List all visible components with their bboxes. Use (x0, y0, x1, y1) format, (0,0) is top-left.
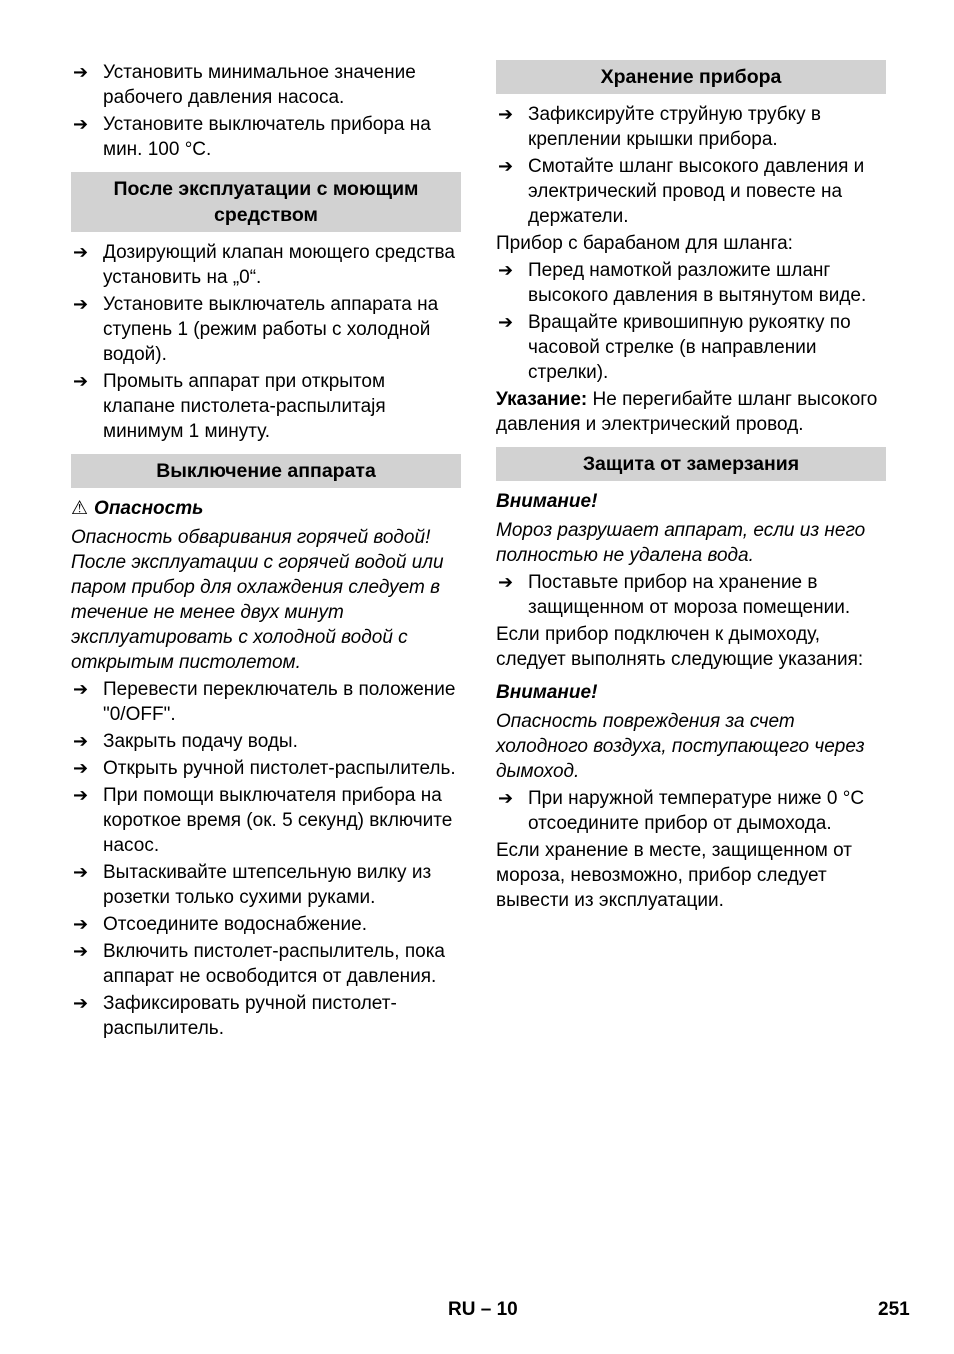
list-item: ➔ Перед намоткой разложите шланг высокого давления в вытянутом виде. (498, 260, 867, 306)
left-column (71, 60, 461, 1043)
warning-triangle-icon: ⚠ (71, 497, 89, 519)
list-item: ➔ Установите выключатель прибора на мин. 100 °C. (73, 114, 431, 160)
shutdown-bullet-list (71, 677, 461, 1041)
drum-bullet-list (496, 258, 886, 385)
arrow-right-icon: ➔ (73, 731, 89, 752)
chimney-text: Если прибор подключен к дымоходу, следует выполнять следующие указания: (496, 624, 864, 670)
list-item: ➔ Перевести переключатель в положение "0/OFF". (73, 679, 456, 725)
attention-title: Внимание! (496, 491, 598, 512)
arrow-right-icon: ➔ (73, 294, 89, 315)
attention-text: Мороз разрушает аппарат, если из него полностью не удалена вода. (496, 520, 866, 566)
list-item: ➔ Закрыть подачу воды. (73, 731, 298, 752)
section-heading-frost-protection: Защита от замерзания (496, 447, 886, 481)
note-label: Указание: (496, 389, 588, 410)
list-item: ➔ Смотайте шланг высокого давления и электрический провод и повесте на держатели. (498, 156, 865, 227)
list-item: ➔ Вытаскивайте штепсельную вилку из розетки только сухими руками. (73, 862, 432, 908)
arrow-right-icon: ➔ (498, 788, 514, 809)
list-item: ➔ При помощи выключателя прибора на короткое время (ок. 5 секунд) включите насос. (73, 785, 453, 856)
list-item: ➔ Установите выключатель аппарата на ступень 1 (режим работы с холодной водой). (73, 294, 439, 365)
arrow-right-icon: ➔ (498, 260, 514, 281)
footer-language-code: RU – 10 (448, 1299, 518, 1320)
frost-bullet-list (496, 570, 886, 620)
final-text: Если хранение в месте, защищенном от мороза, невозможно, прибор следует вывести из эксплуатации. (496, 840, 852, 911)
section-heading-shutdown: Выключение аппарата (71, 454, 461, 488)
storage-note: Указание: Не перегибайте шланг высокого давления и электрический провод. (496, 389, 878, 435)
intro-bullet-list (71, 60, 461, 162)
drum-text: Прибор с барабаном для шланга: (496, 233, 793, 254)
arrow-right-icon: ➔ (73, 371, 89, 392)
list-item: ➔ При наружной температуре ниже 0 °C отсоедините прибор от дымохода. (498, 788, 865, 834)
arrow-right-icon: ➔ (498, 156, 514, 177)
list-item: ➔ Отсоедините водоснабжение. (73, 914, 367, 935)
arrow-right-icon: ➔ (73, 941, 89, 962)
arrow-right-icon: ➔ (498, 312, 514, 333)
arrow-right-icon: ➔ (498, 104, 514, 125)
attention-title: Внимание! (496, 682, 598, 703)
after-detergent-bullet-list (71, 240, 461, 444)
list-item: ➔ Открыть ручной пистолет-распылитель. (73, 758, 456, 779)
page-number: 251 (878, 1299, 910, 1320)
arrow-right-icon: ➔ (73, 242, 89, 263)
danger-title: ⚠ Опасность (71, 497, 204, 519)
list-item: ➔ Поставьте прибор на хранение в защищенном от мороза помещении. (498, 572, 851, 618)
list-item: ➔ Дозирующий клапан моющего средства установить на „0“. (73, 242, 455, 288)
arrow-right-icon: ➔ (73, 914, 89, 935)
danger-text: Опасность обваривания горячей водой! После эксплуатации с горячей водой или паром прибор для охлаждения следует в течение не менее двух минут эксплуатировать с холодной водой с открытым пистолетом. (71, 527, 444, 673)
chimney-bullet-list (496, 786, 886, 836)
arrow-right-icon: ➔ (73, 993, 89, 1014)
arrow-right-icon: ➔ (73, 114, 89, 135)
section-heading-after-detergent: После эксплуатации с моющим средством (71, 172, 461, 232)
list-item: ➔ Зафиксировать ручной пистолет-распылитель. (73, 993, 397, 1039)
arrow-right-icon: ➔ (73, 62, 89, 83)
list-item: ➔ Установить минимальное значение рабочего давления насоса. (73, 62, 416, 108)
list-item: ➔ Промыть аппарат при открытом клапане пистолета-распылитаjя минимум 1 минуту. (73, 371, 386, 442)
arrow-right-icon: ➔ (73, 785, 89, 806)
section-heading-storage: Хранение прибора (496, 60, 886, 94)
arrow-right-icon: ➔ (498, 572, 514, 593)
list-item: ➔ Зафиксируйте струйную трубку в креплении крышки прибора. (498, 104, 821, 150)
arrow-right-icon: ➔ (73, 758, 89, 779)
list-item: ➔ Включить пистолет-распылитель, пока аппарат не освободится от давления. (73, 941, 445, 987)
arrow-right-icon: ➔ (73, 679, 89, 700)
storage-bullet-list (496, 102, 886, 229)
attention-text: Опасность повреждения за счет холодного воздуха, поступающего через дымоход. (496, 711, 865, 782)
arrow-right-icon: ➔ (73, 862, 89, 883)
list-item: ➔ Вращайте кривошипную рукоятку по часовой стрелке (в направлении стрелки). (498, 312, 851, 383)
right-column (496, 60, 886, 915)
